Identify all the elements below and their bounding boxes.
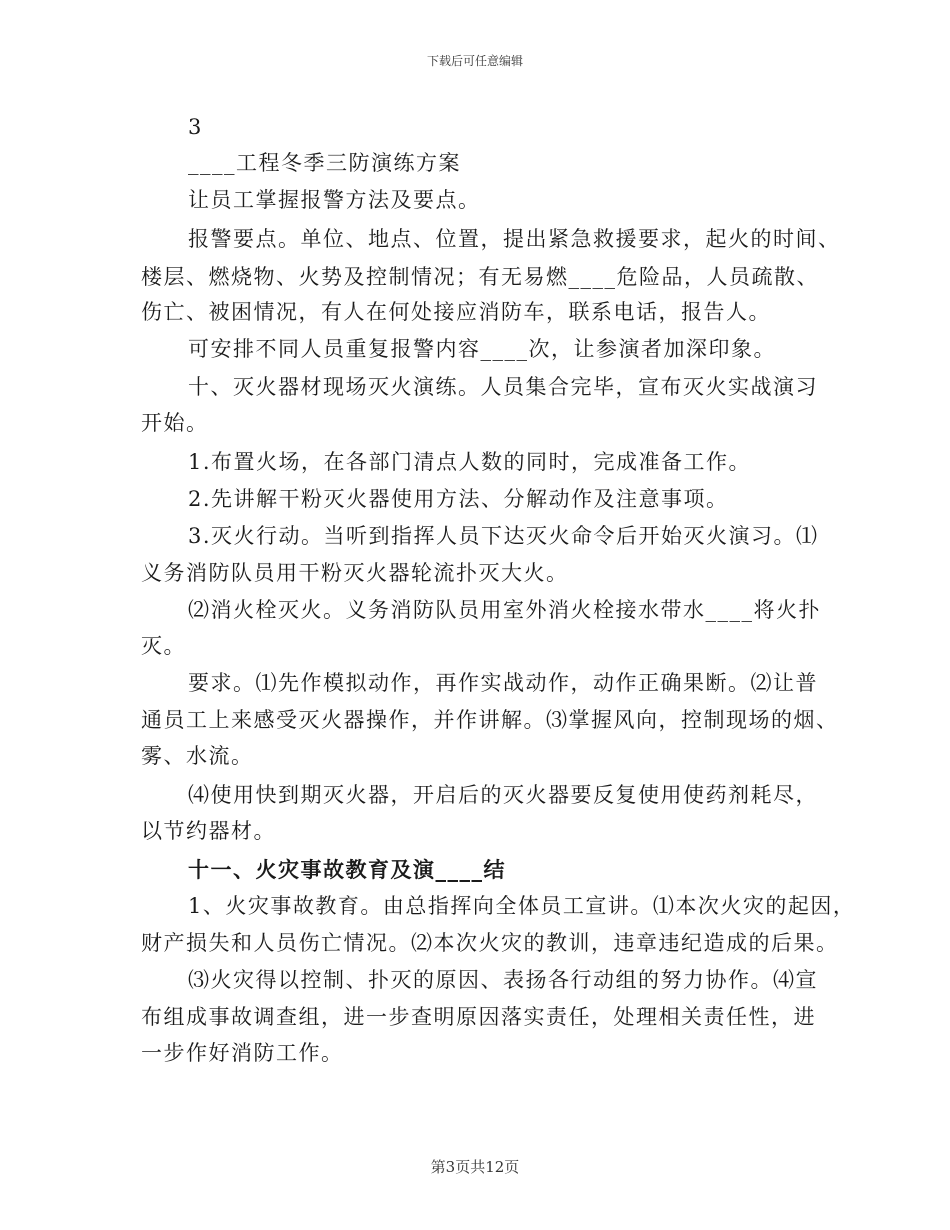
- paragraph-line: 灭。: [141, 634, 186, 658]
- list-item: 2.先讲解干粉灭火器使用方法、分解动作及注意事项。: [188, 487, 729, 511]
- paragraph-line: 楼层、燃烧物、火势及控制情况；有无易燃____危险品，人员疏散、: [141, 265, 819, 289]
- page-header: 下载后可任意编辑: [426, 54, 523, 68]
- paragraph-line: 财产损失和人员伤亡情况。⑵本次火灾的教训，违章违纪造成的后果。: [141, 931, 839, 955]
- paragraph-line: 1、火灾事故教育。由总指挥向全体员工宣讲。⑴本次火灾的起因，: [188, 894, 856, 918]
- section-heading: 十一、火灾事故教育及演____结: [188, 857, 506, 882]
- paragraph-line: 要求。⑴先作模拟动作，再作实战动作，动作正确果断。⑵让普: [188, 671, 818, 695]
- page-number-marker: 3: [188, 115, 203, 139]
- paragraph-line: 义务消防队员用干粉灭火器轮流扑灭大火。: [141, 561, 569, 585]
- paragraph-line: ⑵消火栓灭火。义务消防队员用室外消火栓接水带水____将火扑: [188, 598, 821, 622]
- paragraph-line: 报警要点。单位、地点、位置，提出紧急救援要求，起火的时间、: [188, 227, 841, 251]
- paragraph-line: 可安排不同人员重复报警内容____次，让参演者加深印象。: [188, 337, 776, 361]
- paragraph-line: 布组成事故调查组，进一步查明原因落实责任，处理相关责任性，进: [141, 1005, 816, 1029]
- paragraph-line: 伤亡、被困情况，有人在何处接应消防车，联系电话，报告人。: [141, 300, 771, 324]
- paragraph-line: 让员工掌握报警方法及要点。: [188, 188, 481, 212]
- doc-title: ____工程冬季三防演练方案: [188, 151, 461, 175]
- paragraph-line: 以节约器材。: [141, 819, 276, 843]
- section-heading: 十、灭火器材现场灭火演练。人员集合完毕，宣布灭火实战演习: [188, 375, 818, 399]
- paragraph-line: 一步作好消防工作。: [141, 1041, 344, 1065]
- paragraph-line: 雾、水流。: [141, 744, 254, 768]
- paragraph-line: 通员工上来感受灭火器操作，并作讲解。⑶掌握风向，控制现场的烟、: [141, 708, 839, 732]
- paragraph-line: ⑶火灾得以控制、扑灭的原因、表扬各行动组的努力协作。⑷宣: [188, 968, 818, 992]
- paragraph-line: ⑷使用快到期灭火器，开启后的灭火器要反复使用使药剂耗尽，: [188, 783, 818, 807]
- list-item: 1.布置火场，在各部门清点人数的同时，完成准备工作。: [188, 450, 752, 474]
- paragraph-line: 开始。: [141, 411, 209, 435]
- page-footer: 第3页共12页: [430, 1158, 520, 1176]
- list-item: 3.灭火行动。当听到指挥人员下达灭火命令后开始灭火演习。⑴: [188, 524, 819, 548]
